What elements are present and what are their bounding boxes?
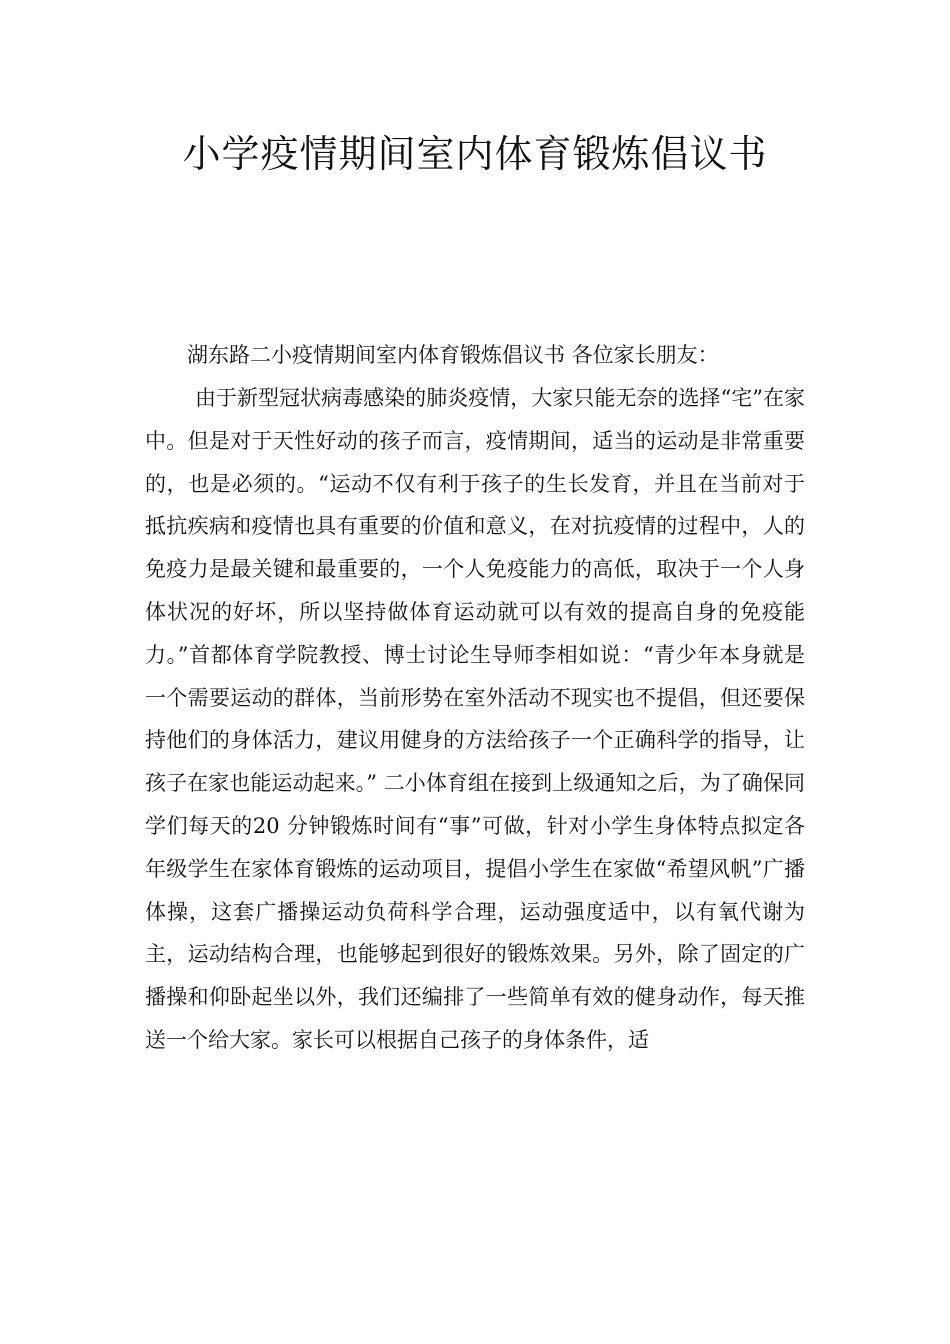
body-paragraph: 由于新型冠状病毒感染的肺炎疫情，大家只能无奈的选择“宅”在家中。但是对于天性好动的孩子而言，疫情期间，适当的运动是非常重要的，也是必须的。“运动不仅有利于孩子的生长发育，并且在当前对于抵抗疾病和疫情也具有重要的价值和意义，在对抗疫情的过程中，人的免疫力是最关键和最重要的，一个人免疫能力的高低，取决于一个人身体状况的好坏，所以坚持做体育运动就可以有效的提高自身的免疫能力。”首都体育学院教授、博士讨论生导师李相如说：“青少年本身就是一个需要运动的群体，当前形势在室外活动不现实也不提倡，但还要保持他们的身体活力，建议用健身的方法给孩子一个正确科学的指导，让孩子在家也能运动起来。” 二小体育组在接到上级通知之后，为了确保同学们每天的20 分钟锻炼时间有“事”可做，针对小学生身体特点拟定各年级学生在家体育锻炼的运动项目，提倡小学生在家做“希望风帆”广播体操，这套广播操运动负荷科学合理，运动强度适中，以有氧代谢为主，运动结构合理，也能够起到很好的锻炼效果。另外，除了固定的广播操和仰卧起坐以外，我们还编排了一些简单有效的健身动作，每天推送一个给大家。家长可以根据自己孩子的身体条件，适	[145, 386, 805, 1052]
greeting-line: 湖东路二小疫情期间室内体育锻炼倡议书 各位家长朋友：	[187, 343, 719, 367]
document-title: 小学疫情期间室内体育锻炼倡议书	[182, 132, 768, 176]
